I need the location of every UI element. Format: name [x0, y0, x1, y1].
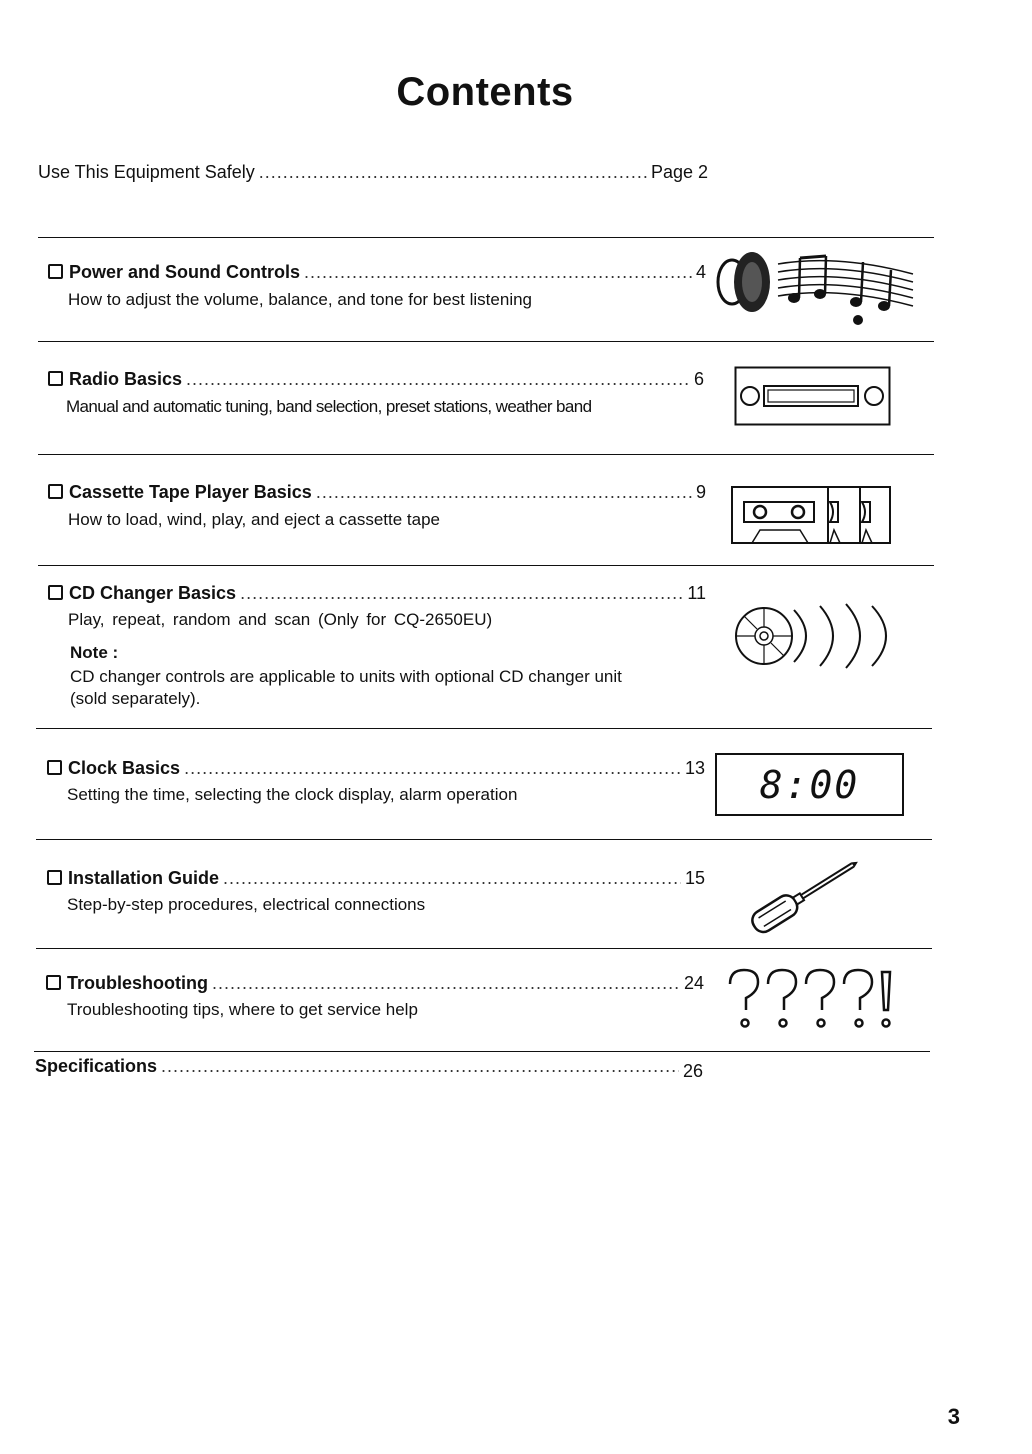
- toc-entry-specifications[interactable]: [35, 1056, 703, 1081]
- divider: [38, 565, 934, 566]
- question-marks-icon: [724, 966, 902, 1032]
- clock-display-icon: [715, 753, 904, 816]
- dot-leader: [161, 1056, 679, 1077]
- divider: [36, 839, 932, 840]
- dot-leader: [223, 868, 681, 889]
- toc-label: Troubleshooting: [67, 973, 208, 993]
- section-description: How to adjust the volume, balance, and tone for best listening: [68, 290, 533, 309]
- checkbox-icon: [48, 264, 63, 279]
- dot-leader: [212, 973, 680, 994]
- toc-entry-troubleshooting[interactable]: [46, 973, 704, 994]
- divider: [38, 454, 934, 455]
- toc-page: 11: [687, 583, 706, 603]
- checkbox-icon: [48, 371, 63, 386]
- divider: [36, 728, 932, 729]
- dot-leader: [186, 369, 690, 390]
- toc-page: 6: [693, 369, 704, 389]
- divider: [36, 948, 932, 949]
- section-description: Troubleshooting tips, where to get service help: [67, 1000, 418, 1019]
- section-description: Setting the time, selecting the clock display, alarm operation: [67, 785, 518, 804]
- section-description: Step-by-step procedures, electrical connections: [67, 895, 426, 914]
- checkbox-icon: [48, 484, 63, 499]
- toc-page: 9: [695, 482, 706, 502]
- toc-entry-power-sound[interactable]: [48, 262, 706, 283]
- toc-label: Use This Equipment Safely: [38, 162, 255, 182]
- cassette-tapes-icon: [730, 484, 894, 548]
- note-text: CD changer controls are applicable to units with optional CD changer unit: [70, 667, 622, 686]
- toc-entry-clock[interactable]: [47, 758, 705, 779]
- page-number: 3: [947, 1404, 960, 1429]
- dot-leader: [316, 482, 692, 503]
- screwdriver-icon: [740, 854, 870, 938]
- toc-label: Cassette Tape Player Basics: [69, 482, 312, 502]
- toc-label: Specifications: [35, 1056, 158, 1076]
- note-label: Note :: [70, 643, 119, 662]
- toc-entry-cassette[interactable]: [48, 482, 706, 503]
- toc-entry-radio[interactable]: [48, 369, 704, 390]
- toc-page: 4: [695, 262, 706, 282]
- dot-leader: [240, 583, 683, 604]
- checkbox-icon: [47, 760, 62, 775]
- divider: [38, 237, 934, 238]
- toc-label: Clock Basics: [68, 758, 181, 778]
- page-title: Contents: [396, 70, 574, 114]
- toc-page: 24: [683, 973, 704, 993]
- toc-entry-safety[interactable]: [38, 162, 708, 183]
- toc-entry-installation[interactable]: [47, 868, 705, 889]
- toc-label: Radio Basics: [69, 369, 183, 389]
- toc-label: Installation Guide: [68, 868, 220, 888]
- dot-leader: [259, 162, 647, 183]
- divider: [38, 341, 934, 342]
- divider: [34, 1051, 930, 1052]
- section-description: How to load, wind, play, and eject a cassette tape: [68, 510, 441, 529]
- toc-label: Power and Sound Controls: [69, 262, 301, 282]
- section-description: Play, repeat, random and scan (Only for CQ-2650EU): [68, 610, 493, 629]
- radio-unit-icon: [734, 366, 892, 428]
- dot-leader: [304, 262, 692, 283]
- speaker-music-notes-icon: [708, 244, 918, 330]
- note-text: (sold separately).: [70, 689, 201, 708]
- toc-page: 26: [682, 1061, 703, 1081]
- checkbox-icon: [46, 975, 61, 990]
- cd-disc-icon: [732, 600, 902, 670]
- toc-page: 13: [684, 758, 705, 778]
- toc-label: CD Changer Basics: [69, 583, 237, 603]
- toc-entry-cd-changer[interactable]: [48, 583, 706, 604]
- toc-page: Page 2: [650, 162, 708, 182]
- section-description: Manual and automatic tuning, band selection, preset stations, weather band: [66, 397, 592, 416]
- dot-leader: [184, 758, 681, 779]
- checkbox-icon: [47, 870, 62, 885]
- clock-value: 8:00: [759, 763, 860, 807]
- checkbox-icon: [48, 585, 63, 600]
- toc-page: 15: [684, 868, 705, 888]
